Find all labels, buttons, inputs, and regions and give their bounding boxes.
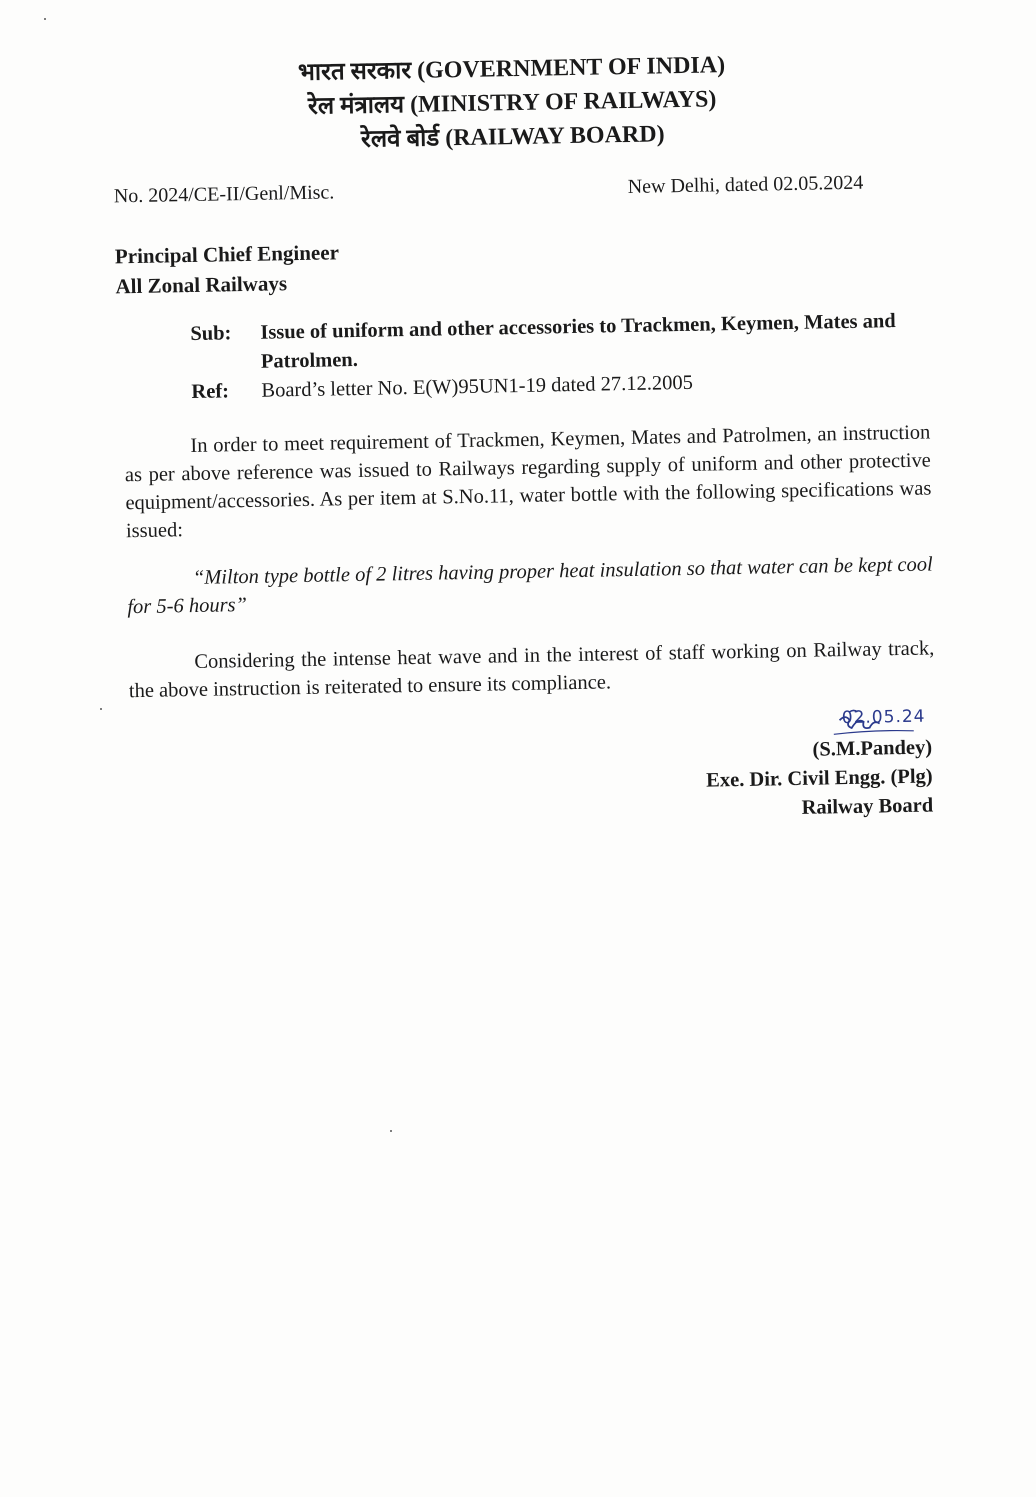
subject-label: Sub:	[190, 322, 232, 346]
signatory-designation: Exe. Dir. Civil Engg. (Plg)	[705, 765, 933, 792]
scan-speck	[100, 708, 102, 710]
addressee	[115, 237, 340, 301]
body-paragraph-1: In order to meet requirement of Trackmen, Keymen, Mates and Patrolmen, an instruction as per above reference was issued to Railways regarding supply of uniform and other protective equipment/accessories. As per item at S.No.11, water bottle with the following specifications was issued:	[124, 421, 932, 543]
letterhead-board: रेलवे बोर्ड (RAILWAY BOARD)	[360, 121, 665, 153]
letterhead-ministry: रेल मंत्रालय (MINISTRY OF RAILWAYS)	[307, 86, 717, 120]
letter-number: No. 2024/CE-II/Genl/Misc.	[113, 181, 335, 208]
reference-label: Ref:	[191, 380, 230, 404]
place-and-date: New Delhi, dated 02.05.2024	[627, 171, 864, 198]
body-paragraph-2: Considering the intense heat wave and in the interest of staff working on Railway track, the above instruction is reiterated to ensure its compliance.	[128, 637, 935, 703]
addressee-zone: All Zonal Railways	[115, 271, 288, 299]
signatory-name: (S.M.Pandey)	[812, 736, 933, 761]
subject-reference-block	[190, 307, 911, 407]
subject-text: Issue of uniform and other accessories to Trackmen, Keymen, Mates and Patrolmen.	[260, 310, 896, 373]
signature-date: 02.05.24	[841, 706, 926, 729]
specification-quote: “Milton type bottle of 2 litres having proper heat insulation so that water can be kept cool for 5-6 hours”	[127, 553, 933, 619]
letterhead	[0, 43, 1031, 164]
scan-speck	[44, 18, 46, 20]
signatory-office: Railway Board	[801, 794, 934, 819]
reference-text: Board’s letter No. E(W)95UN1-19 dated 27.12.2005	[261, 371, 694, 402]
addressee-designation: Principal Chief Engineer	[114, 240, 340, 269]
scan-speck	[390, 1130, 392, 1132]
letterhead-government: भारत सरकार (GOVERNMENT OF INDIA)	[297, 52, 726, 87]
signature-block	[705, 703, 934, 825]
